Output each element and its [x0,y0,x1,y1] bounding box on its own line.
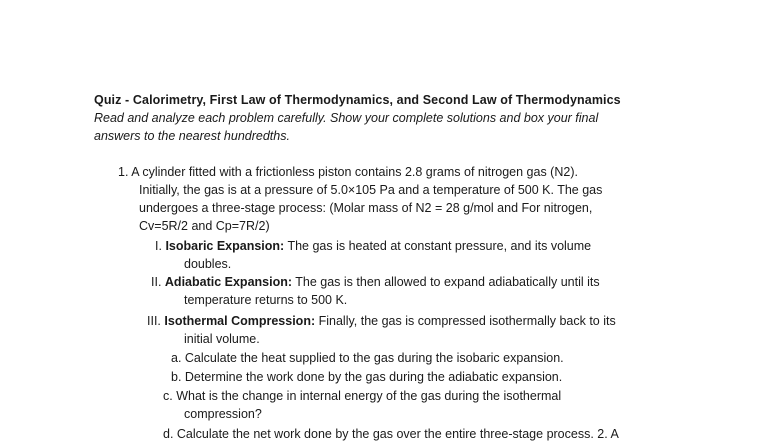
problem-1-line-4: Cv=5R/2 and Cp=7R/2) [139,219,270,233]
question-a: a. Calculate the heat supplied to the gas during the isobaric expansion. [171,351,564,365]
stage-1-heading: Isobaric Expansion: [165,239,285,253]
stage-1-text-continued: doubles. [184,257,232,271]
stage-2-text-continued: temperature returns to 500 K. [184,293,348,307]
stage-2-item [151,273,600,291]
problem-1-line-3: undergoes a three-stage process: (Molar mass of N2 = 28 g/mol and For nitrogen, [139,201,593,215]
question-c: c. What is the change in internal energy of the gas during the isothermal [163,389,562,403]
stage-3-text: Finally, the gas is compressed isothermally back to its [318,314,616,328]
problem-1-line-1: 1. A cylinder fitted with a frictionless piston contains 2.8 grams of nitrogen gas (N2). [118,165,578,179]
stage-3-item [147,312,616,330]
question-c-continued: compression? [184,407,262,421]
problem-1-line-2: Initially, the gas is at a pressure of 5.0×105 Pa and a temperature of 500 K. The gas [139,183,603,197]
stage-2-numeral: II. [151,275,162,289]
stage-1-text: The gas is heated at constant pressure, and its volume [287,239,592,253]
stage-3-heading: Isothermal Compression: [164,314,316,328]
stage-1-item [155,237,591,255]
stage-3-numeral: III. [147,314,161,328]
question-b: b. Determine the work done by the gas during the adiabatic expansion. [171,370,563,384]
stage-2-text: The gas is then allowed to expand adiabatically until its [295,275,600,289]
instructions-line-1: Read and analyze each problem carefully. Show your complete solutions and box your final [94,111,599,125]
stage-2-heading: Adiabatic Expansion: [164,275,293,289]
stage-1-numeral: I. [155,239,162,253]
quiz-title: Quiz - Calorimetry, First Law of Thermodynamics, and Second Law of Thermodynamics [94,93,621,107]
question-d: d. Calculate the net work done by the gas over the entire three-stage process. 2. A [163,427,619,441]
stage-3-text-continued: initial volume. [184,332,260,346]
instructions-line-2: answers to the nearest hundredths. [94,129,290,143]
